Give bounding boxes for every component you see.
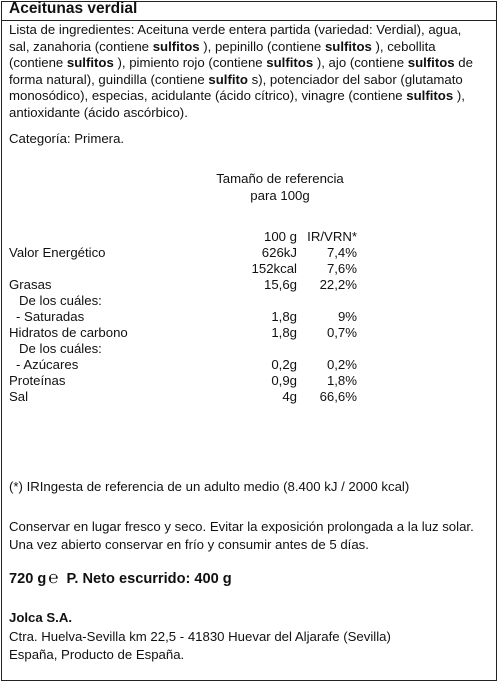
product-title: Aceitunas verdial <box>9 0 138 17</box>
nutrient-ir-percent: 0,7% <box>326 325 357 340</box>
reference-size-line2: para 100g <box>250 188 310 203</box>
nutrient-ir-percent: 1,8% <box>326 373 357 388</box>
ingredients-text: ), pepinillo (contiene <box>199 38 325 54</box>
ingredients-list <box>9 22 479 121</box>
company-address: Ctra. Huelva-Sevilla km 22,5 - 41830 Huevar del Aljarafe (Sevilla) <box>9 628 391 644</box>
nutrient-label: De los cuáles: <box>19 341 102 356</box>
column-header-100g: 100 g <box>263 229 297 244</box>
footnote-reference-intake: (*) IRIngesta de referencia de un adulto medio (8.400 kJ / 2000 kcal) <box>9 479 410 494</box>
allergen-highlight: sulfitos <box>66 55 114 70</box>
nutrient-value-100g: 1,8g <box>271 309 297 324</box>
nutrient-value-100g: 1,8g <box>271 325 297 340</box>
drained-weight: P. Neto escurrido: 400 g <box>66 571 232 587</box>
storage-instructions <box>9 518 474 554</box>
allergen-highlight: sulfitos <box>406 88 454 103</box>
product-origin: España, Producto de España. <box>9 647 185 662</box>
category-text: Categoría: Primera. <box>9 131 125 146</box>
nutrient-label: - Azúcares <box>16 357 79 372</box>
allergen-highlight: sulfitos <box>266 55 314 70</box>
nutrient-ir-percent: 7,4% <box>326 245 357 260</box>
allergen-highlight: sulfito <box>208 71 248 87</box>
nutrient-ir-percent: 0,2% <box>326 357 357 372</box>
nutrient-ir-percent: 9% <box>337 309 357 324</box>
ingredients-text: de forma natural), guindilla (contiene <box>9 55 473 87</box>
ingredients-text: ), pimiento rojo (contiene <box>113 55 267 70</box>
nutrient-ir-percent: 66,6% <box>319 389 357 404</box>
ingredients-text: s), potenciador del sabor (glutamato monosódico), especias, acidulante (ácido cítrico), vinagre (contiene <box>9 71 463 103</box>
allergen-highlight: sulfitos <box>407 55 455 70</box>
net-weight-line <box>9 568 232 588</box>
title-divider <box>1 20 497 21</box>
nutrient-label: De los cuáles: <box>19 293 102 308</box>
nutrient-value-100g: 15,6g <box>263 277 297 292</box>
nutrient-label: Grasas <box>9 277 52 292</box>
storage-line-1: Conservar en lugar fresco y seco. Evitar la exposición prolongada a la luz solar. <box>9 519 474 534</box>
ingredients-text: ), ajo (contiene <box>313 55 408 70</box>
ingredients-text: ), antioxidante (ácido ascórbico). <box>9 88 465 120</box>
reference-size-line1: Tamaño de referencia <box>216 171 344 186</box>
nutrient-ir-percent: 22,2% <box>319 277 357 292</box>
company-name: Jolca S.A. <box>9 610 73 625</box>
reference-size-heading <box>200 170 360 204</box>
company-info <box>9 609 391 665</box>
nutrient-value-100g: 626kJ <box>261 245 297 260</box>
nutrient-value-100g: 152kcal <box>251 261 297 276</box>
column-header-ir: IR/VRN* <box>307 229 357 244</box>
allergen-highlight: sulfitos <box>152 38 200 54</box>
nutrient-label: Valor Energético <box>9 245 106 260</box>
allergen-highlight: sulfitos <box>324 38 372 54</box>
nutrient-label: - Saturadas <box>16 309 85 324</box>
ingredients-text: Lista de ingredientes: Aceituna verde entera partida (variedad: Verdial), agua, sal, zanahoria (contiene <box>9 22 462 54</box>
estimated-sign-icon: ℮ <box>48 568 59 588</box>
nutrient-value-100g: 4g <box>282 389 297 404</box>
nutrient-value-100g: 0,2g <box>271 357 297 372</box>
net-weight: 720 g <box>9 571 47 587</box>
nutrient-label: Proteínas <box>9 373 66 388</box>
nutrient-label: Hidratos de carbono <box>9 325 128 340</box>
storage-line-2: Una vez abierto conservar en frío y consumir antes de 5 días. <box>9 537 369 552</box>
nutrient-ir-percent: 7,6% <box>326 261 357 276</box>
nutrient-label: Sal <box>9 389 29 404</box>
ingredients-text: ), cebollita (contiene <box>9 38 436 70</box>
nutrient-value-100g: 0,9g <box>271 373 297 388</box>
